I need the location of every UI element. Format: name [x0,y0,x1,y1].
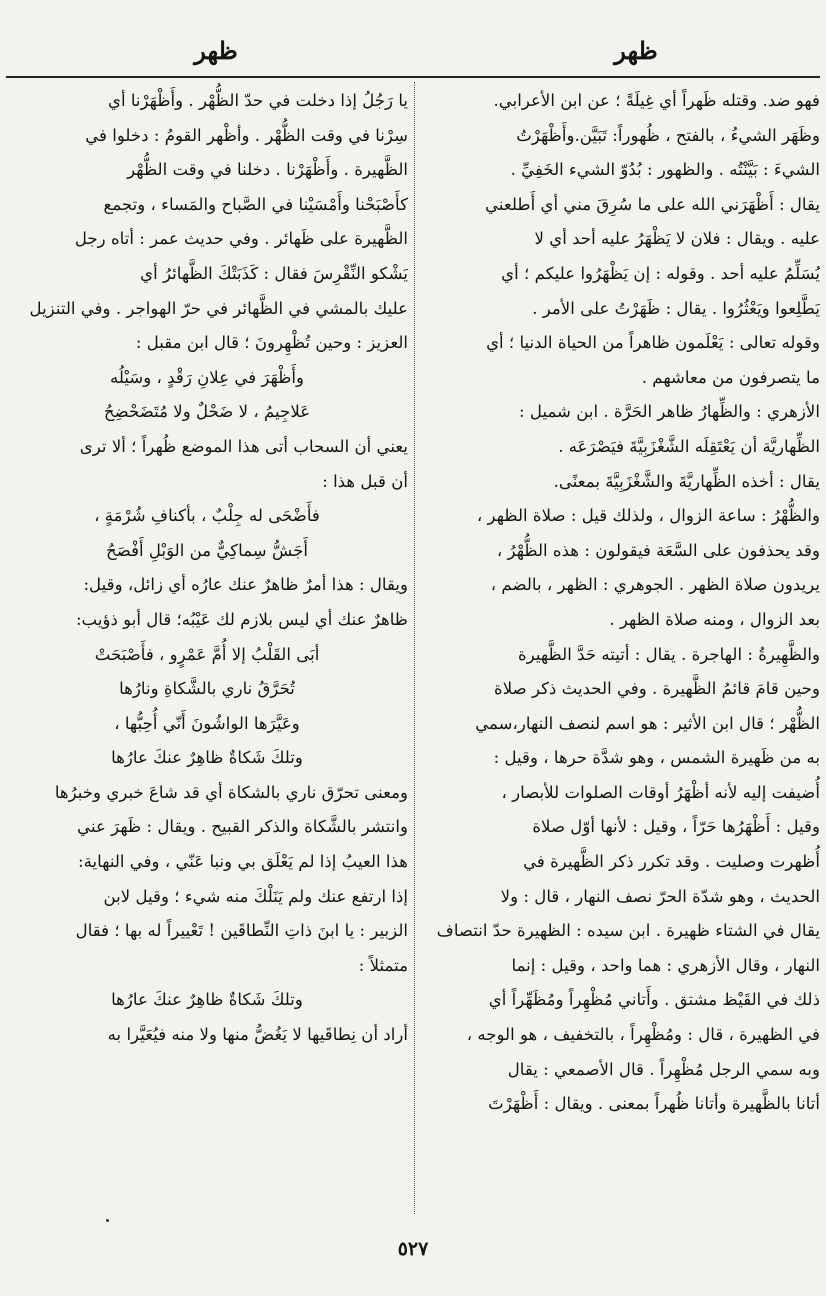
text-line: يَشْكو النِّقْرِسَ فقال : كَذَبَتْكَ الظَّهائرُ أي [140,263,408,283]
text-line: يَطَّلِعوا ويَعْثُرُوا . يقال : ظَهَرْتُ على الأمر . [532,298,820,318]
verse-line: وأَظْهَرَ في عِلانِ رَقْدٍ ، وسَيْلُه [109,367,305,387]
text-line: ذلك في القَيْظ مشتق . وأَتاني مُظْهِراً ومُظَهِّراً أي [488,990,820,1010]
text-line: يريدون صلاة الظهر . الجوهري : الظهر ، بالضم ، [490,575,820,595]
text-line: أراد أن نِطاقَيها لا يَغُضُّ منها ولا منه فيُعَيَّرا به [107,1025,408,1045]
text-line: وبه سمي الرجل مُظْهِراً . قال الأصمعي : يقال [507,1059,820,1079]
text-line: يا رَجُلُ إذا دخلت في حدّ الظُّهْر . وأَظْهَرْنا أي [107,91,408,110]
text-line: الأزهري : والظِّهارُ ظاهر الحَرَّة . ابن شميل : [519,402,820,422]
text-line: به من ظَهيرة الشمس ، وهو شدَّة حرها ، وقيل : [493,748,820,768]
text-line: الحديث ، وهو شدّة الحرّ نصف النهار ، قال : ولا [500,886,820,906]
text-line: عليك بالمشي في الظَّهائر في حرّ الهواجر . وفي التنزيل [29,298,408,318]
ink-speck [106,1219,109,1222]
header-rule [6,76,820,78]
text-line: وحين قامَ قائمُ الظَّهيرة . وفي الحديث ذكر صلاة [494,679,820,699]
text-line: النهار ، وقال الأزهري : هما واحد ، وقيل : إنما [511,955,820,975]
text-line: يقال في الشتاء ظهيرة . ابن سيده : الظهيرة حدّ انتصاف [436,921,820,941]
header-keyword-right: ظهر [614,36,658,65]
text-line: متمثلاً : [358,955,408,975]
text-line: يعني أن السحاب أتى هذا الموضع ظُهراً ؛ ألا ترى [79,436,408,456]
text-line: وقد يحذفون على السَّعَة فيقولون : هذه الظُّهْرُ ، [496,540,820,560]
text-line: أتانا بالظَّهيرة وأتانا ظُهراً بمعنى . ويقال : أَظْهَرْتَ [488,1094,820,1114]
verse-line: وتلكَ شَكاةٌ ظاهِرٌ عنكَ عارُها [111,748,303,768]
text-line: والظَّهِيرةُ : الهاجرة . يقال : أتيته حَدَّ الظَّهيرة [518,644,820,664]
verse-line: أَجَشُّ سِماكِيٌّ من الوَبْلِ أَفْصَحُ [106,540,308,560]
text-line: ما يتصرفون من معاشهم . [641,367,820,387]
verse-line: وعَيَّرَها الواشُونَ أَنّي أُحِبُّها ، [114,713,300,733]
text-line: الظِّهاريَّة أن يَعْتَقِلَه الشَّغْزَبِيَّةَ فيَصْرَعَه . [558,436,820,456]
text-line: الظَّهيرة على ظَهائر . وفي حديث عمر : أتاه رجل [74,229,408,249]
text-line: فهو ضد. وقتله ظَهراً أي غِيلَةً ؛ عن ابن الأعرابي. [493,91,820,110]
verse-line: أبَى القَلْبُ إلا أُمَّ عَمْرٍو ، فأَصْبَحَتْ [94,644,320,664]
text-line: العزيز : وحين تُظْهِرونَ ؛ قال ابن مقبل : [135,333,408,353]
right-text-column [420,84,820,1122]
text-line: الظُّهْر ؛ قال ابن الأثير : هو اسم لنصف النهار،سمي [475,713,820,733]
header-keyword-left: ظهر [194,36,238,65]
text-line: الشيءَ : بَيَّنْتُه . والظهور : بُدُوّ الشيء الخَفِيِّ . [510,160,820,180]
text-line: سِرْنا في وقت الظُّهْر . وأظْهر القومُ : دخلوا في [85,125,408,145]
text-line: عليه . ويقال : فلان لا يَظْهَرُ عليه أحد أي لا [534,229,820,249]
text-line: هذا العيبُ إذا لم يَعْلَق بي ونبا عَنّي ، وفي النهاية: [78,852,408,872]
text-line: كأَصْبَحْنا وأَمْسَيْنا في الصَّباح والمَساء ، وتجمع [103,194,408,214]
text-line: أُظهرت وصليت . وقد تكرر ذكر الظَّهيرة في [523,852,820,872]
verse-line: وتلكَ شَكاةٌ ظاهِرٌ عنكَ عارُها [111,990,303,1010]
text-line: يُسَلِّمُ عليه أحد . وقوله : إن يَظْهَرُوا عليكم ؛ أي [501,263,820,283]
text-line: في الظهيرة ، قال : ومُظْهِراً ، بالتخفيف ، هو الوجه ، [466,1025,820,1045]
text-line: إذا ارتفع عنك ولم يَنَلْكَ منه شيء ؛ وقيل لابن [103,886,408,906]
text-line: الظَّهيرة . وأَظْهَرْنا . دخلنا في وقت الظُّهْر [127,160,408,180]
text-line: بعد الزوال ، ومنه صلاة الظهر . [609,609,820,629]
verse-line: عَلاجِيمُ ، لا ضَحْلٌ ولا مُتَضَحْضِحُ [103,402,311,422]
text-line: الزبير : يا ابنَ ذاتِ النِّطاقَين ! تَعْييراً له بها ؛ فقال [75,921,408,941]
text-line: وقوله تعالى : يَعْلَمون ظاهراً من الحياة الدنيا ؛ أي [486,333,820,353]
text-line: يقال : أخذه الظِّهاريَّةَ والشَّغْزَبِيَّةَ بمعنًى. [553,471,820,491]
verse-line: فأَضْحَى له جِلْبٌ ، بأكنافِ شُرْمَةٍ ، [94,506,320,526]
text-line: ومعنى تحرّق ناري بالشكاة أي قد شاعَ خبري وخبرُها [54,782,408,802]
text-line: أن قبل هذا : [322,471,408,491]
page-number: ٥٢٧ [397,1238,429,1260]
verse-line: تُحَرَّقُ ناري بالشَّكاةِ ونارُها [119,679,295,699]
text-line: ظاهرٌ عنك أي ليس بلازم لك عَيْبُه؛ قال أبو ذؤيب: [75,609,408,629]
text-line: ويقال : هذا أمرٌ ظاهرٌ عنك عارُه أي زائل، وقيل: [83,575,408,595]
text-line: والظُّهْرُ : ساعة الزوال ، ولذلك قيل : صلاة الظهر ، [476,506,820,526]
text-line: وظَهَر الشيءُ ، بالفتح ، ظُهوراً: تَبَيَّن.وأَظْهَرْتُ [516,125,820,145]
left-text-column [6,84,408,1053]
text-line: وقيل : أَظْهَرُها حَرّاً ، وقيل : لأنها أوّل صلاة [532,817,820,837]
column-divider [414,82,415,1214]
text-line: أُضيفت إليه لأنه أظْهَرُ أوقات الصلوات للأبصار ، [501,782,820,802]
text-line: وانتشر بالشَّكاة والذكر القبيح . ويقال : ظَهرَ عني [77,817,408,837]
text-line: يقال : أَظْهَرَني الله على ما سُرِقَ مني أي أَطلعني [485,194,820,214]
